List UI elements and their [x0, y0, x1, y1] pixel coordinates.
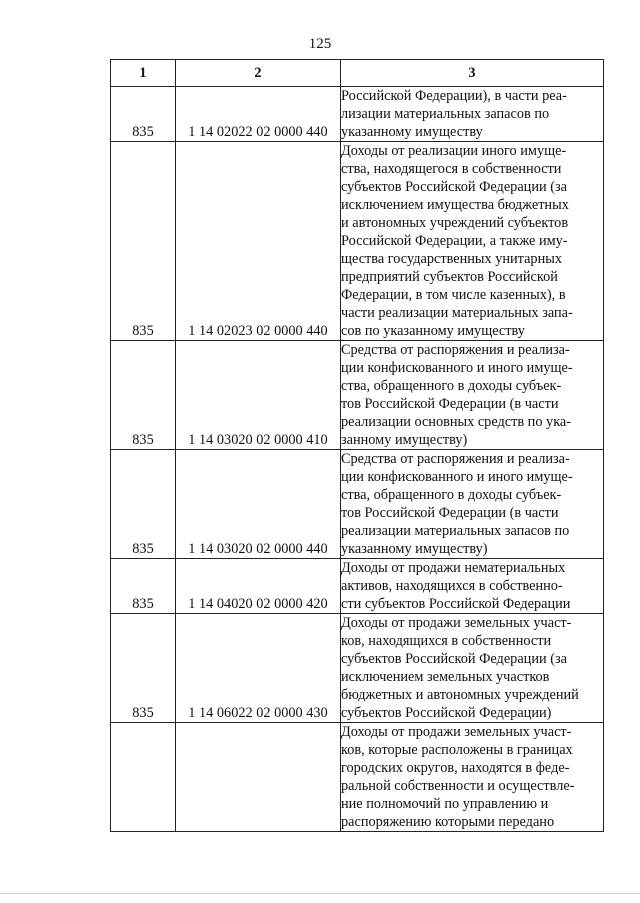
table-row	[111, 87, 604, 142]
revenue-description-cell	[341, 87, 604, 142]
scan-edge-divider	[0, 893, 640, 894]
description-line: исключением земельных участков	[341, 669, 550, 685]
description-line: Федерации, в том числе казенных), в	[341, 287, 566, 303]
description-line: Российской Федерации, а также иму-	[341, 233, 568, 249]
description-line: субъектов Российской Федерации)	[341, 705, 552, 721]
revenue-code-cell: 1 14 03020 02 0000 440	[176, 450, 341, 559]
description-line: тов Российской Федерации (в части	[341, 396, 559, 412]
table-row	[111, 614, 604, 723]
description-line: щества государственных унитарных	[341, 251, 562, 267]
description-line: ства, находящегося в собственности	[341, 161, 562, 177]
column-header-1: 1	[111, 60, 176, 87]
table-row	[111, 341, 604, 450]
description-line: и автономных учреждений субъектов	[341, 215, 569, 231]
description-line: ние полномочий по управлению и	[341, 796, 549, 812]
description-line: Доходы от продажи земельных участ-	[341, 615, 572, 631]
revenue-code-cell	[176, 723, 341, 832]
table-header-row	[111, 60, 604, 87]
description-line: указанному имуществу)	[341, 541, 488, 557]
revenue-code-cell: 1 14 06022 02 0000 430	[176, 614, 341, 723]
revenue-codes-table	[110, 59, 604, 832]
description-line: реализации основных средств по ука-	[341, 414, 572, 430]
admin-code-cell: 835	[111, 87, 176, 142]
revenue-description-cell	[341, 559, 604, 614]
revenue-description-cell	[341, 614, 604, 723]
description-line: ции конфискованного и иного имуще-	[341, 469, 573, 485]
page-number: 125	[308, 36, 332, 52]
description-line: ции конфискованного и иного имуще-	[341, 360, 573, 376]
description-line: реализации материальных запасов по	[341, 523, 570, 539]
revenue-code-cell: 1 14 04020 02 0000 420	[176, 559, 341, 614]
description-line: сти субъектов Российской Федерации	[341, 596, 571, 612]
revenue-code-cell: 1 14 02023 02 0000 440	[176, 142, 341, 341]
description-line: исключением имущества бюджетных	[341, 197, 569, 213]
admin-code-cell: 835	[111, 559, 176, 614]
description-line: городских округов, находятся в феде-	[341, 760, 570, 776]
description-line: ральной собственности и осуществле-	[341, 778, 575, 794]
column-header-2: 2	[176, 60, 341, 87]
description-line: бюджетных и автономных учреждений	[341, 687, 579, 703]
description-line: ства, обращенного в доходы субъек-	[341, 487, 562, 503]
column-header-3: 3	[341, 60, 604, 87]
description-line: ков, которые расположены в границах	[341, 742, 573, 758]
admin-code-cell: 835	[111, 341, 176, 450]
revenue-code-cell: 1 14 03020 02 0000 410	[176, 341, 341, 450]
description-line: сов по указанному имуществу	[341, 323, 525, 339]
revenue-description-cell	[341, 450, 604, 559]
admin-code-cell: 835	[111, 614, 176, 723]
admin-code-cell: 835	[111, 142, 176, 341]
revenue-code-cell: 1 14 02022 02 0000 440	[176, 87, 341, 142]
admin-code-cell	[111, 723, 176, 832]
description-line: субъектов Российской Федерации (за	[341, 651, 567, 667]
description-line: распоряжению которыми передано	[341, 814, 555, 830]
description-line: Средства от распоряжения и реализа-	[341, 342, 570, 358]
revenue-description-cell	[341, 723, 604, 832]
revenue-description-cell	[341, 341, 604, 450]
description-line: Доходы от продажи земельных участ-	[341, 724, 572, 740]
description-line: Российской Федерации), в части реа-	[341, 88, 567, 104]
table-row	[111, 142, 604, 341]
description-line: Доходы от продажи нематериальных	[341, 560, 566, 576]
revenue-description-cell	[341, 142, 604, 341]
description-line: занному имуществу)	[341, 432, 468, 448]
description-line: Средства от распоряжения и реализа-	[341, 451, 570, 467]
description-line: предприятий субъектов Российской	[341, 269, 558, 285]
description-line: субъектов Российской Федерации (за	[341, 179, 567, 195]
admin-code-cell: 835	[111, 450, 176, 559]
description-line: ства, обращенного в доходы субъек-	[341, 378, 562, 394]
description-line: части реализации материальных запа-	[341, 305, 573, 321]
table-row	[111, 450, 604, 559]
table-row	[111, 559, 604, 614]
description-line: тов Российской Федерации (в части	[341, 505, 559, 521]
description-line: активов, находящихся в собственно-	[341, 578, 563, 594]
description-line: Доходы от реализации иного имуще-	[341, 143, 567, 159]
description-line: лизации материальных запасов по	[341, 106, 550, 122]
table-row	[111, 723, 604, 832]
description-line: ков, находящихся в собственности	[341, 633, 552, 649]
description-line: указанному имуществу	[341, 124, 483, 140]
